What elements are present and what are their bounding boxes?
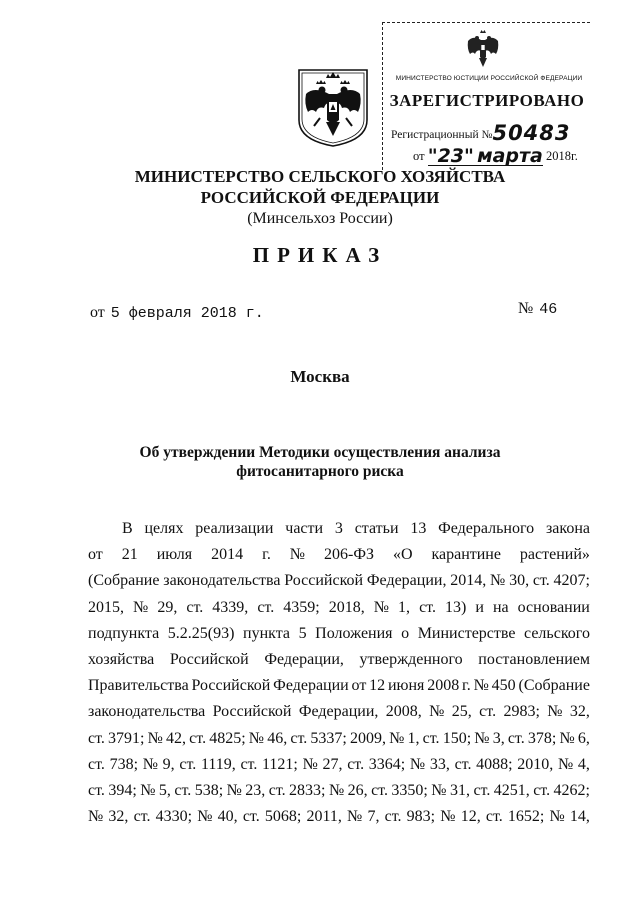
body-word: 738; (109, 755, 139, 773)
order-body-text (88, 516, 590, 830)
body-word: № (302, 755, 318, 773)
body-word: Правительства (88, 677, 189, 695)
body-word: Российской (191, 677, 271, 695)
body-word: 7, (367, 808, 380, 826)
body-word: 4, (577, 755, 590, 773)
order-number-label: № (518, 300, 534, 317)
body-word: 206-ФЗ (324, 546, 374, 564)
body-word: 42, (166, 729, 187, 747)
body-word: о (401, 624, 410, 642)
body-word: от (88, 546, 103, 564)
body-word: № (389, 729, 405, 747)
body-word: и (475, 598, 484, 616)
body-word: ст. (186, 598, 204, 616)
body-word: утвержденного (359, 650, 463, 668)
body-word: 30, (509, 572, 530, 590)
body-word: 12, (460, 808, 481, 826)
body-word: № (133, 598, 149, 616)
body-word: 983; (406, 808, 436, 826)
body-word: 2014 (211, 546, 244, 564)
body-line (88, 804, 590, 830)
body-word: Федерального (438, 520, 535, 537)
body-word: ст. (533, 781, 551, 799)
body-line (88, 647, 590, 673)
body-word: 4330; (155, 808, 193, 826)
body-word: 1, (398, 598, 411, 616)
order-number-value: 46 (539, 301, 558, 318)
body-word: ст. (257, 598, 275, 616)
order-subject (100, 443, 540, 481)
body-word: 2008 (427, 677, 460, 695)
document-type-title: ПРИКАЗ (252, 243, 388, 267)
body-word: 378; (527, 729, 557, 747)
body-word: хозяйства (88, 650, 155, 668)
body-line (88, 542, 590, 568)
body-word: ст. (419, 598, 436, 616)
body-word: 2008, (385, 703, 422, 721)
body-word: 3350; (391, 781, 428, 799)
body-word: на (492, 598, 509, 616)
body-word: ст. (485, 808, 503, 826)
body-word: 32, (108, 808, 129, 826)
body-word: ст. (473, 781, 491, 799)
body-word: (Собрание (88, 572, 160, 590)
body-word: пункта (243, 624, 291, 642)
body-word: июня (387, 677, 425, 695)
body-word: ст. (371, 781, 388, 799)
stamp-coat-of-arms-icon (465, 29, 501, 69)
body-word: ст. (88, 729, 105, 747)
body-word: 4262; (553, 781, 590, 799)
body-word: закона (545, 520, 590, 537)
body-word: ст. (384, 808, 402, 826)
body-word: 32, (569, 703, 590, 721)
body-word: 5 (298, 624, 307, 642)
body-word: 6, (577, 729, 590, 747)
body-word: 29, (157, 598, 178, 616)
body-word: Федерации, (366, 572, 447, 590)
body-word: части (285, 520, 324, 537)
body-word: № (140, 781, 156, 799)
body-word: 14, (569, 808, 590, 826)
body-word: 2018, (328, 598, 365, 616)
body-word: № (248, 729, 265, 747)
body-word: 5337; (310, 729, 347, 747)
order-date (90, 304, 264, 322)
body-word: 12 (369, 677, 386, 695)
body-word: № (431, 781, 447, 799)
stamp-date-year: 2018г. (545, 149, 578, 163)
body-word: № (473, 677, 489, 695)
body-word: 3791; (108, 729, 145, 747)
body-word: 5068; (264, 808, 302, 826)
body-line (88, 699, 590, 725)
stamp-regno-label: Регистрационный № (391, 129, 493, 141)
body-word: карантине (431, 546, 501, 564)
order-number (518, 300, 557, 318)
ministry-short-name: (Минсельхоз России) (247, 210, 393, 227)
body-word: 31, (450, 781, 470, 799)
body-word: 2009, (349, 729, 386, 747)
body-word: ст. (268, 781, 286, 799)
body-word: № (490, 572, 506, 590)
body-word: 1, (407, 729, 420, 747)
body-word: Федерации, (264, 650, 344, 668)
registration-stamp (382, 22, 590, 170)
stamp-date (413, 143, 578, 166)
body-word: законодательства (163, 572, 281, 590)
body-word: основании (517, 598, 590, 616)
body-word: ст. (290, 729, 308, 747)
ministry-name-line1: МИНИСТЕРСТВО СЕЛЬСКОГО ХОЗЯЙСТВА (134, 167, 506, 186)
body-line (88, 621, 590, 647)
body-word: № (474, 729, 490, 747)
body-word: Российской (212, 703, 292, 721)
body-word: г. (462, 677, 471, 695)
body-line (88, 595, 590, 621)
body-word: № (197, 808, 213, 826)
body-word: № (373, 598, 390, 616)
stamp-date-month: марта (477, 145, 543, 167)
subject-line1: Об утверждении Методики осуществления анализа (139, 444, 501, 461)
body-word: 3364; (368, 755, 406, 773)
body-word: подпункта (88, 624, 160, 642)
body-word: ст. (189, 729, 207, 747)
body-word: Положения (315, 624, 393, 642)
body-word: № (328, 781, 345, 799)
body-word: 25, (451, 703, 472, 721)
body-word: ст. (454, 755, 472, 773)
body-word: постановлением (478, 650, 590, 668)
body-word: 40, (217, 808, 238, 826)
body-word: 23, (245, 781, 266, 799)
body-word: ст. (242, 808, 260, 826)
body-word: Российской (284, 572, 364, 590)
body-word: целях (144, 520, 184, 537)
city-name: Москва (290, 367, 350, 386)
body-word: № (289, 546, 306, 564)
body-word: 1119, (200, 755, 236, 773)
body-line (88, 516, 590, 542)
body-line (88, 673, 590, 699)
body-word: г. (262, 546, 271, 564)
subject-line2: фитосанитарного риска (236, 463, 404, 480)
body-word: 26, (347, 781, 368, 799)
body-word: 4339, (212, 598, 249, 616)
body-word: Федерации (273, 677, 349, 695)
body-word: № (409, 755, 426, 773)
body-word: 450 (491, 677, 516, 695)
stamp-ministry-name: МИНИСТЕРСТВО ЮСТИЦИИ РОССИЙСКОЙ ФЕДЕРАЦИИ (395, 75, 583, 82)
body-word: 4359; (283, 598, 320, 616)
coat-of-arms-icon (296, 68, 370, 148)
body-word: ст. (532, 572, 550, 590)
body-word: № (142, 755, 158, 773)
body-word: 538; (194, 781, 224, 799)
body-word: ст. (422, 729, 440, 747)
body-word: ст. (174, 781, 192, 799)
body-word: 1121; (262, 755, 298, 773)
stamp-date-prefix: от (413, 149, 425, 163)
body-word: 1652; (507, 808, 545, 826)
ministry-name-line2: РОССИЙСКОЙ ФЕДЕРАЦИИ (200, 188, 440, 207)
body-word: ст. (133, 808, 151, 826)
body-word: 2015, (88, 598, 124, 616)
ministry-header (110, 166, 530, 229)
body-word: 4825; (209, 729, 246, 747)
body-word: № (557, 755, 574, 773)
body-word: 21 (121, 546, 138, 564)
body-word: «О (392, 546, 413, 564)
body-word: 2833; (289, 781, 326, 799)
body-word: Министерстве (417, 624, 516, 642)
stamp-registration-number (391, 119, 571, 143)
body-word: 394; (108, 781, 137, 799)
body-word: ст. (507, 729, 525, 747)
body-word: 2011, (306, 808, 342, 826)
body-word: ст. (88, 755, 105, 773)
body-word: 2014, (450, 572, 487, 590)
body-word: 2010, (517, 755, 554, 773)
body-word: статьи (354, 520, 399, 537)
body-word: 150; (442, 729, 472, 747)
body-word: 5, (158, 781, 171, 799)
body-word: 4088; (476, 755, 513, 773)
body-word: ст. (479, 703, 497, 721)
body-word: 3 (334, 520, 343, 537)
body-word: реализации (195, 520, 274, 537)
body-word: № (549, 808, 565, 826)
body-word: № (226, 781, 242, 799)
body-word: № (440, 808, 456, 826)
body-word: ст. (240, 755, 258, 773)
body-word: 9, (162, 755, 175, 773)
body-word: июля (156, 546, 193, 564)
body-word: 4251, (493, 781, 530, 799)
body-word: от (351, 677, 367, 695)
body-word: сельского (524, 624, 590, 642)
body-line (88, 752, 590, 778)
order-date-label: от (90, 304, 105, 321)
body-line (88, 568, 590, 594)
body-word: 13) (445, 598, 467, 616)
body-word: № (429, 703, 445, 721)
body-word: 13 (410, 520, 427, 537)
body-word: 5.2.25(93) (167, 624, 235, 642)
body-word: ст. (179, 755, 197, 773)
body-word: ст. (347, 755, 365, 773)
body-word: № (559, 729, 575, 747)
body-line (88, 726, 590, 752)
body-word: № (347, 808, 363, 826)
body-word: (Собрание (518, 677, 590, 695)
body-word: законодательства (88, 703, 206, 721)
body-word: 27, (322, 755, 343, 773)
body-word: В (122, 520, 133, 537)
body-word: ст. (88, 781, 105, 799)
body-word: Федерации, (298, 703, 379, 721)
body-word: 2983; (503, 703, 540, 721)
body-line (88, 778, 590, 804)
body-word: растений» (519, 546, 590, 564)
order-date-value: 5 февраля 2018 г. (110, 305, 264, 322)
body-word: 46, (267, 729, 288, 747)
body-word: № (88, 808, 104, 826)
stamp-date-day: "23" (427, 145, 474, 167)
stamp-registered-label: ЗАРЕГИСТРИРОВАНО (389, 91, 585, 110)
body-word: 3, (492, 729, 505, 747)
stamp-regno-value: 50483 (492, 121, 571, 145)
body-word: 33, (429, 755, 450, 773)
body-word: № (147, 729, 163, 747)
body-word: 4207; (553, 572, 590, 590)
body-word: Российской (169, 650, 249, 668)
body-word: № (547, 703, 563, 721)
